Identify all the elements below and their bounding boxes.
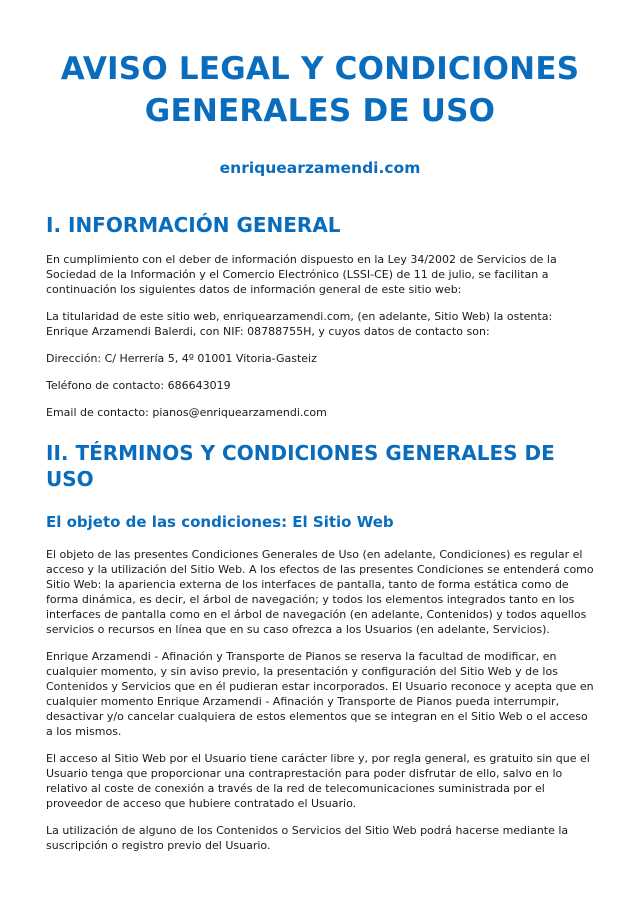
section-1-paragraph: La titularidad de este sitio web, enriquearzamendi.com, (en adelante, Sitio Web) la ostenta: Enrique Arzamendi Balerdi, con NIF: 08788755H, y cuyos datos de contacto son:: [46, 310, 553, 338]
section-2-paragraph: Enrique Arzamendi - Afinación y Transporte de Pianos se reserva la facultad de modificar, en cualquier momento, y sin aviso previo, la presentación y configuración del Sitio Web y de los Contenidos y Servicios que en él pudieran estar incorporados. El Usuario reconoce y acepta que en cualquier momento Enrique Arzamendi - Afinación y Transporte de Pianos pueda interrumpir, desactivar y/o cancelar cualquiera de estos elementos que se integran en el Sitio Web o el acceso a los mismos.: [46, 650, 594, 738]
section-2-paragraph: El objeto de las presentes Condiciones Generales de Uso (en adelante, Condiciones) es regular el acceso y la utilización del Sitio Web. A los efectos de las presentes Condiciones se entenderá como Sitio Web: la apariencia externa de los interfaces de pantalla, tanto de forma estática como de forma dinámica, es decir, el árbol de navegación; y todos los elementos integrados tanto en los interfaces de pantalla como en el árbol de navegación (en adelante, Contenidos) y todos aquellos servicios o recursos en línea que en su caso ofrezca a los Usuarios (en adelante, Servicios).: [46, 548, 594, 636]
section-2-paragraph: El acceso al Sitio Web por el Usuario tiene carácter libre y, por regla general, es gratuito sin que el Usuario tenga que proporcionar una contraprestación para poder disfrutar de ello, salvo en lo relativo al coste de conexión a través de la red de telecomunicaciones suministrada por el proveedor de acceso que hubiere contratado el Usuario.: [46, 752, 590, 810]
subsection-title: El objeto de las condiciones: El Sitio Web: [46, 513, 394, 531]
document-title-line-1: AVISO LEGAL Y CONDICIONES: [60, 51, 580, 87]
site-name: enriquearzamendi.com: [219, 159, 421, 177]
phone-line: Teléfono de contacto: 686643019: [46, 379, 231, 392]
section-2-title: II. TÉRMINOS Y CONDICIONES GENERALES DE USO: [46, 441, 555, 491]
section-1-paragraph: En cumplimiento con el deber de información dispuesto en la Ley 34/2002 de Servicios de la Sociedad de la Información y el Comercio Electrónico (LSSI-CE) de 11 de julio, se facilitan a continuación los siguientes datos de información general de este sitio web:: [46, 253, 557, 296]
document-title: [46, 48, 594, 132]
section-1-title: I. INFORMACIÓN GENERAL: [46, 213, 341, 237]
email-line: Email de contacto: pianos@enriquearzamendi.com: [46, 406, 327, 419]
section-2-paragraph: La utilización de alguno de los Contenidos o Servicios del Sitio Web podrá hacerse mediante la suscripción o registro previo del Usuario.: [46, 824, 569, 852]
document-title-line-2: GENERALES DE USO: [144, 93, 496, 129]
address-line: Dirección: C/ Herrería 5, 4º 01001 Vitoria-Gasteiz: [46, 352, 317, 365]
